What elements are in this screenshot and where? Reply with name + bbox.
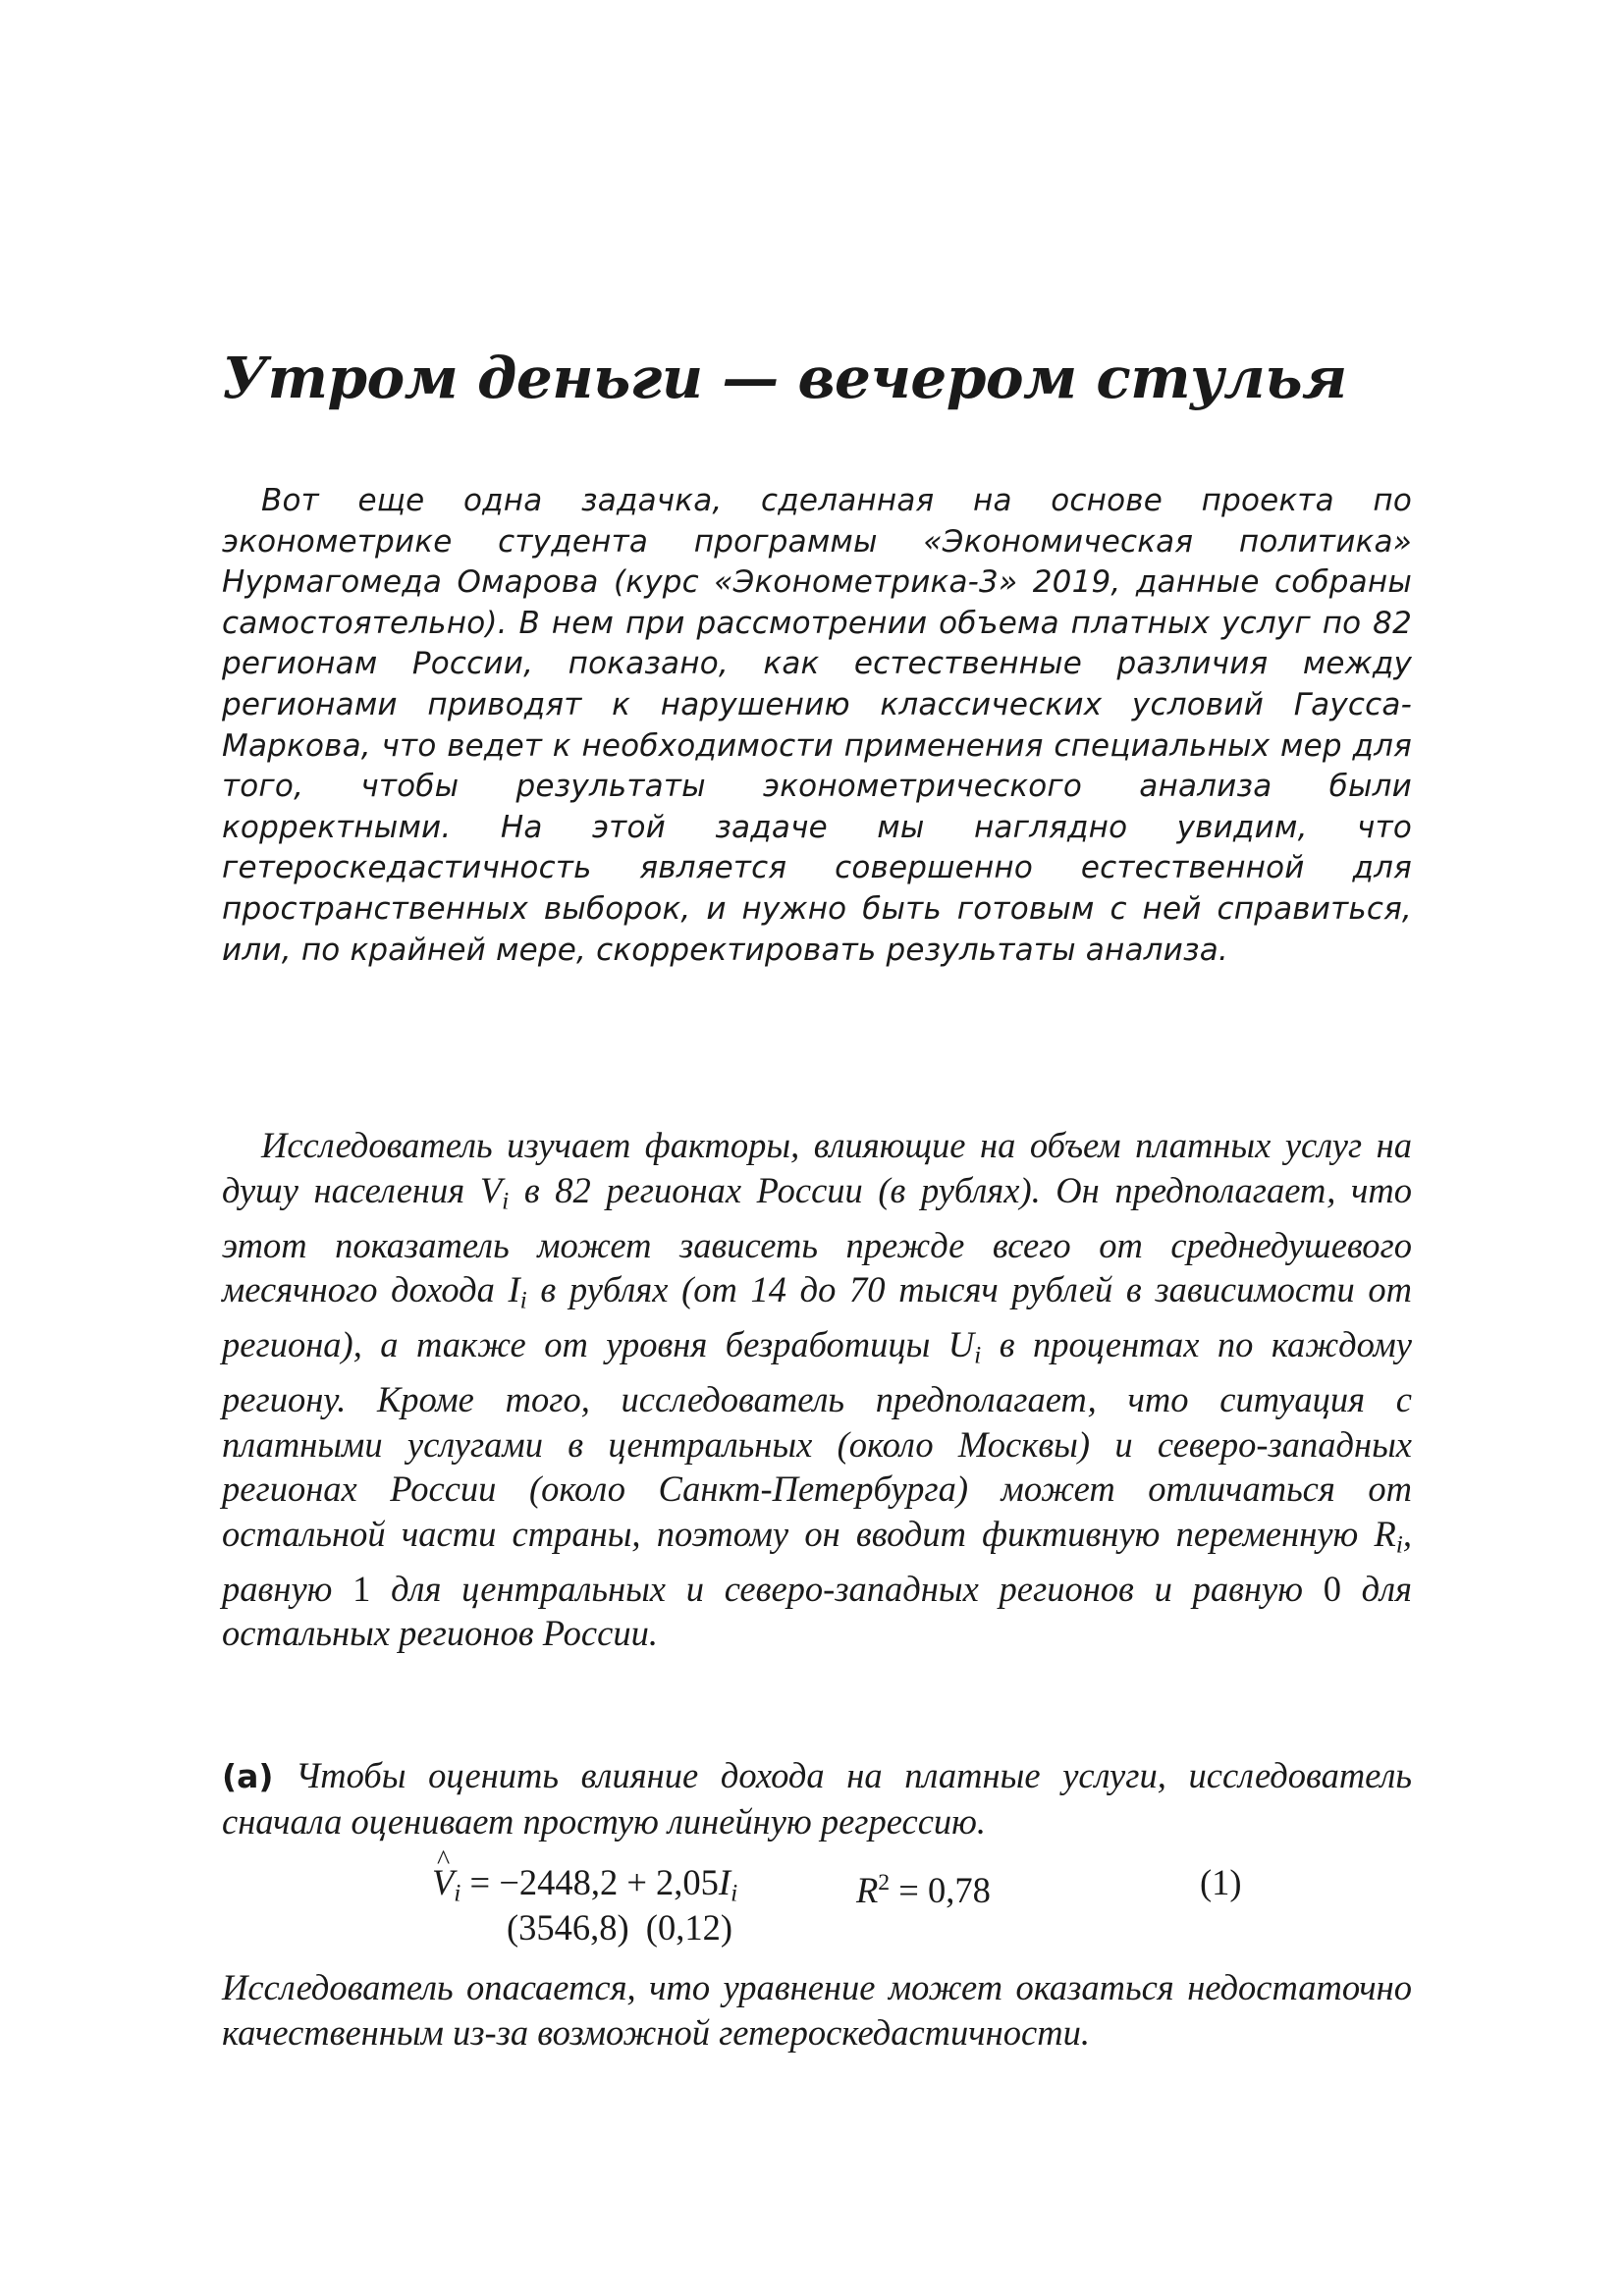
problem-text-6: для центральных и северо-западных регионов и равную [370,1568,1324,1609]
v-hat: ^ V [432,1861,454,1904]
value-zero: 0 [1323,1568,1341,1609]
variable-u: Ui [947,1324,982,1369]
value-one: 1 [352,1568,371,1609]
problem-text-2: в 82 регионах России (в рублях). Он предполагает, что этот показатель может зависеть прежде всего от среднедушевого месячного дохода [222,1169,1413,1310]
chapter-title: Утром деньги — вечером стулья [222,345,1347,411]
regression-equation [432,1861,1316,1949]
intro-paragraph: Вот еще одна задачка, сделанная на основе проекта по эконометрике студента программы «Экономическая политика» Нурмагомеда Омарова (курс «Эконометрика-3» 2019, данные собраны самостоятельно). В нем при рассмотрении объема платных услуг по 82 регионам России, показано, как естественные различия между регионами приводят к нарушению классических условий Гаусса-Маркова, что ведет к необходимости применения специальных мер для того, чтобы результаты эконометрического анализа были корректными. На этой задаче мы наглядно увидим, что гетероскедастичность является совершенно естественной для пространственных выборок, и нужно быть готовым с ней справиться, или, по крайней мере, скорректировать результаты анализа. [222,483,1412,968]
equation-rhs: = −2448,2 + 2,05 [460,1862,719,1902]
variable-i: Ii [508,1269,527,1314]
equation-main: ^ Vi = −2448,2 + 2,05Ii [432,1861,737,1914]
variable-r: Ri [1374,1513,1403,1559]
problem-text-3: в рублях (от 14 до 70 тысяч рублей в зависимости от региона), а также от уровня безработицы [222,1269,1412,1365]
problem-text-5: , равную [222,1513,1412,1609]
standard-errors: (3546,8) (0,12) [507,1907,732,1948]
problem-text-7: для остальных регионов России. [222,1568,1412,1654]
part-a-question [222,1753,1412,1843]
problem-statement [222,1123,1412,1656]
concern-paragraph: Исследователь опасается, что уравнение может оказаться недостаточно качественным из-за возможной гетероскедастичности. [222,1967,1412,2053]
r-squared: $R^2 = 0,78$ [856,1870,991,1911]
problem-text-1: Исследователь изучает факторы, влияющие на объем платных услуг на душу населения [222,1125,1412,1210]
equation-number: (1) [1200,1862,1242,1902]
part-a-label: (a) [222,1757,274,1795]
part-a-text: Чтобы оценить влияние дохода на платные услуги, исследователь сначала оценивает простую линейную регрессию. [222,1755,1412,1842]
problem-text-4: в процентах по каждому региону. Кроме того, исследователь предполагает, что ситуация с платными услугами в центральных (около Москвы) и северо-западных регионах России (около Санкт-Петербурга) может отличаться от остальной части страны, поэтому он вводит фиктивную переменную [222,1324,1412,1554]
variable-v: Vi [479,1169,510,1214]
